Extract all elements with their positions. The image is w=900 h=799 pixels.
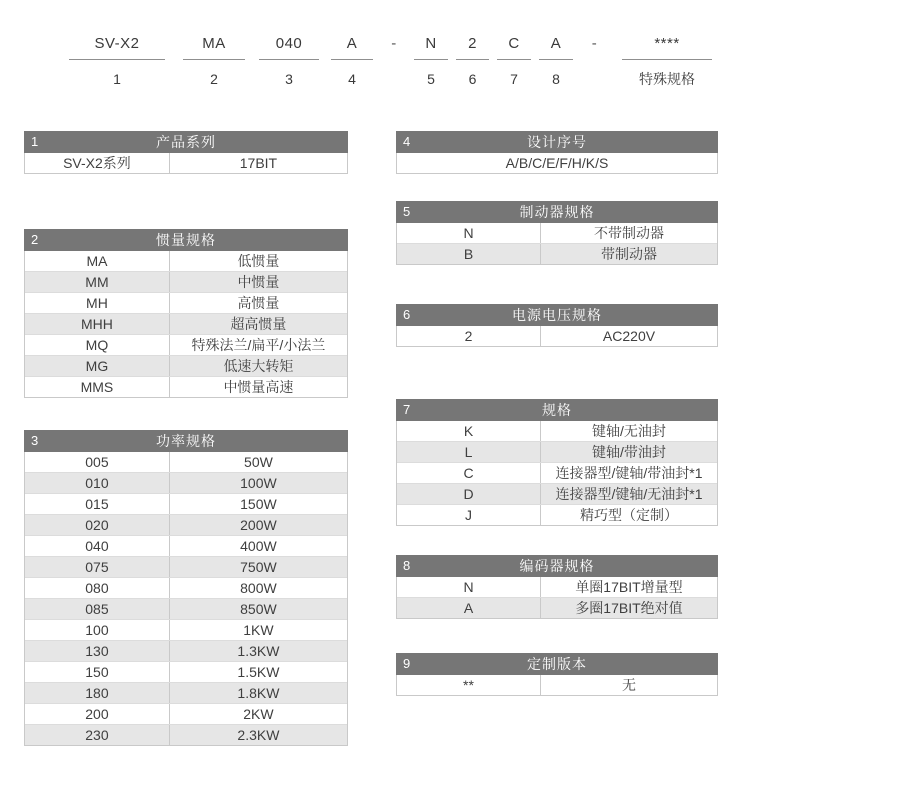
table-cell-code: MA [25,251,170,271]
code-segment [176,34,252,88]
table-row [397,153,717,173]
table-cell-code: MG [25,356,170,376]
table-header [396,304,718,326]
code-index-label: 5 [427,71,435,87]
table-row [397,577,717,597]
table-title: 规格 [542,402,572,418]
table-number: 9 [403,656,411,671]
table-power-spec [24,430,348,746]
table-row [25,703,347,724]
table-title: 定制版本 [527,656,587,672]
table-cell-code: 015 [25,494,170,514]
table-row [25,452,347,472]
code-index-label: 1 [113,71,121,87]
table-row [397,675,717,695]
table-title: 惯量规格 [156,232,216,248]
code-text: 040 [275,35,303,52]
table-number: 3 [31,433,39,448]
table-row [25,577,347,598]
table-row [25,514,347,535]
table-title: 设计序号 [527,134,587,150]
table-cell-code: 010 [25,473,170,493]
code-index-label: 3 [285,71,293,87]
table-row [25,251,347,271]
table-row [25,682,347,703]
table-header [396,653,718,675]
code-segment [58,34,176,88]
table-design-serial [396,131,718,174]
table-cell-code: L [397,442,541,462]
table-cell-desc: 精巧型（定制） [580,507,678,523]
table-title: 编码器规格 [519,558,595,574]
table-row [25,376,347,397]
table-title: 制动器规格 [519,204,595,220]
table-cell-desc: 800W [240,580,277,596]
table-body [24,153,348,174]
code-segment [493,34,535,88]
code-underline [539,59,573,60]
table-row [397,326,717,346]
table-cell-code: 200 [25,704,170,724]
code-underline [414,59,448,60]
code-segment [326,34,378,88]
table-title: 电源电压规格 [512,307,602,323]
code-text: - [391,35,397,52]
table-cell-code: 100 [25,620,170,640]
table-row [25,472,347,493]
table-cell-desc: 键轴/无油封 [592,423,666,439]
table-cell-desc: 50W [244,454,273,470]
table-cell-desc: 不带制动器 [594,225,664,241]
table-row [25,493,347,514]
table-header [396,201,718,223]
code-text: A [550,35,562,52]
table-row [397,441,717,462]
table-cell-desc: 连接器型/键轴/无油封*1 [555,486,703,502]
table-row [25,292,347,313]
table-cell-code: B [397,244,541,264]
table-cell-code: ** [397,675,541,695]
table-cell-code: 085 [25,599,170,619]
table-cell-code: 040 [25,536,170,556]
table-cell-desc: 1KW [243,622,274,638]
table-row [397,462,717,483]
code-segment [378,34,410,71]
code-index-label: 特殊规格 [639,71,695,87]
table-row [397,243,717,264]
code-index-label: 7 [510,71,518,87]
table-cell-desc: 中惯量 [237,274,280,290]
table-row [25,619,347,640]
table-row [25,313,347,334]
table-number: 8 [403,558,411,573]
table-number: 1 [31,134,39,149]
code-text: 2 [468,35,477,52]
table-cell-desc: 低速大转矩 [223,358,294,374]
code-index-label: 4 [348,71,356,87]
table-shaft-spec [396,399,718,526]
table-number: 5 [403,204,411,219]
table-cell-code: J [397,505,541,525]
code-segment [535,34,577,88]
table-header [24,430,348,452]
code-text: C [508,35,520,52]
code-underline [69,59,166,60]
table-cell-code: N [397,223,541,243]
table-cell-desc: 150W [240,496,277,512]
table-cell-code: N [397,577,541,597]
table-row [25,355,347,376]
table-cell-code: SV-X2系列 [25,153,170,173]
table-body [396,326,718,347]
table-cell-code: 005 [25,452,170,472]
table-row [25,556,347,577]
model-code-row [58,34,900,88]
table-number: 6 [403,307,411,322]
table-cell-desc: 低惯量 [237,253,280,269]
code-index-label: 6 [468,71,477,87]
table-cell-code: 130 [25,641,170,661]
code-segment [410,34,452,88]
table-cell-code: 020 [25,515,170,535]
code-index-label: 2 [210,71,218,87]
table-body [396,577,718,619]
tables-area [0,131,900,746]
code-text: **** [654,35,680,52]
table-row [25,334,347,355]
table-header [24,131,348,153]
table-row [25,153,347,173]
table-cell-desc: 无 [622,677,636,693]
table-cell-desc: 高惯量 [237,295,280,311]
table-header [396,555,718,577]
table-cell-code: C [397,463,541,483]
table-row [397,597,717,618]
table-header [24,229,348,251]
table-cell-desc: 带制动器 [601,246,657,262]
table-row [25,598,347,619]
table-cell-code: K [397,421,541,441]
table-cell-desc: 2KW [243,706,274,722]
table-number: 7 [403,402,411,417]
table-row [25,640,347,661]
code-underline [456,59,490,60]
table-cell-code: 075 [25,557,170,577]
table-product-series [24,131,348,174]
table-row [25,724,347,745]
code-segment [577,34,612,71]
table-cell-desc: AC220V [602,328,656,344]
code-underline [497,59,531,60]
table-row [397,483,717,504]
table-cell-code: 080 [25,578,170,598]
table-cell-desc: 400W [240,538,277,554]
table-cell-desc: 17BIT [239,155,278,171]
table-header [396,131,718,153]
table-row [25,271,347,292]
table-body [396,675,718,696]
table-row [25,535,347,556]
table-inertia-spec [24,229,348,398]
code-segment [452,34,493,88]
code-underline [259,59,320,60]
table-cell-desc: 1.5KW [237,664,280,680]
table-cell-code: MHH [25,314,170,334]
table-cell-code: 150 [25,662,170,682]
table-cell-code: A [397,598,541,618]
table-cell-desc: 键轴/带油封 [592,444,666,460]
table-cell-code: MQ [25,335,170,355]
table-cell-desc: 单圈17BIT增量型 [575,579,683,595]
table-cell-code: 180 [25,683,170,703]
table-cell-code: MH [25,293,170,313]
code-underline [622,59,712,60]
table-cell-desc: 1.3KW [237,643,280,659]
right-column [396,131,718,746]
table-cell-desc: 200W [240,517,277,533]
table-body [396,153,718,174]
code-index-label: 8 [552,71,560,87]
code-underline [183,59,245,60]
table-cell-desc: 2.3KW [237,727,280,743]
table-header [396,399,718,421]
table-row [397,421,717,441]
table-body [396,421,718,526]
left-column [24,131,348,746]
table-body [396,223,718,265]
table-cell-desc: 100W [240,475,277,491]
table-title: 功率规格 [156,433,216,449]
table-body [24,251,348,398]
table-cell-desc: 1.8KW [237,685,280,701]
table-cell-code: 2 [397,326,541,346]
table-cell-code: 230 [25,725,170,745]
code-underline [331,59,374,60]
code-segment [612,34,722,88]
table-number: 2 [31,232,39,247]
table-cell-desc: 750W [240,559,277,575]
table-row [397,223,717,243]
code-text: - [591,35,598,52]
code-text: N [425,35,437,52]
table-brake-spec [396,201,718,265]
table-cell-desc: 850W [240,601,277,617]
table-number: 4 [403,134,411,149]
table-cell-code: D [397,484,541,504]
table-encoder-spec [396,555,718,619]
table-body [24,452,348,746]
table-custom-version [396,653,718,696]
table-cell-desc: 中惯量高速 [223,379,294,395]
table-cell-desc: 多圈17BIT绝对值 [575,600,683,616]
table-cell-desc: 超高惯量 [230,316,287,332]
table-title: 产品系列 [156,134,216,150]
table-cell-desc: 特殊法兰/扁平/小法兰 [191,337,326,353]
code-text: SV-X2 [94,35,140,52]
table-cell-code: MM [25,272,170,292]
table-row [397,504,717,525]
code-text: A [346,35,358,52]
table-voltage-spec [396,304,718,347]
table-cell-code: MMS [25,377,170,397]
code-text: MA [202,35,226,52]
table-row [25,661,347,682]
code-segment [252,34,326,88]
table-cell-desc: 连接器型/键轴/带油封*1 [555,465,703,481]
table-cell-value: A/B/C/E/F/H/K/S [505,155,609,171]
